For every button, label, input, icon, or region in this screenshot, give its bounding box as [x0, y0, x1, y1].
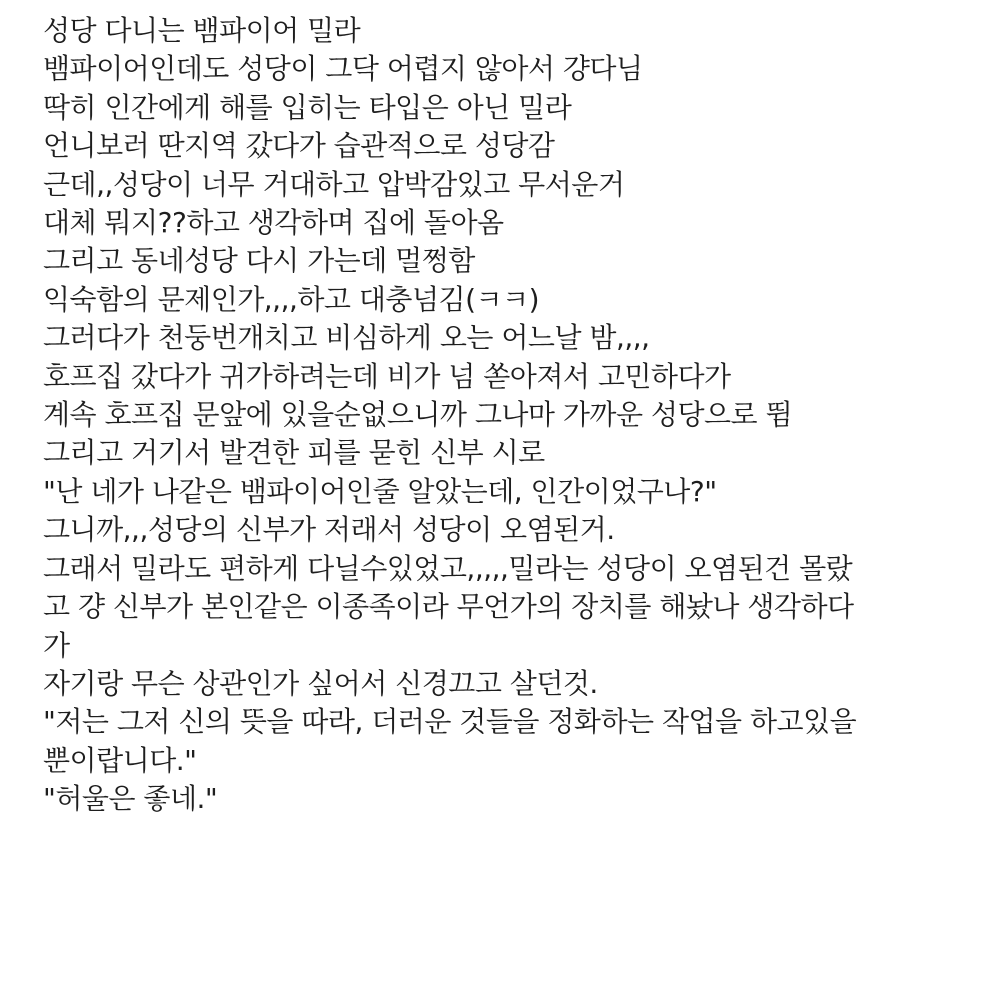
text-line: 그래서 밀라도 편하게 다닐수있었고,,,,,밀라는 성당이 오염된건 몰랐: [43, 551, 853, 585]
text-line: 고 걍 신부가 본인같은 이종족이라 무언가의 장치를 해놨나 생각하다: [43, 590, 854, 624]
text-line: "허울은 좋네.": [43, 782, 218, 816]
text-line: 성당 다니는 뱀파이어 밀라: [43, 14, 361, 47]
text-line: 익숙함의 문제인가,,,,하고 대충넘김(ㅋㅋ): [43, 282, 540, 316]
text-line: 가: [43, 628, 70, 662]
text-line: 호프집 갔다가 귀가하려는데 비가 넘 쏟아져서 고민하다가: [43, 359, 731, 393]
text-line: 그리고 거기서 발견한 피를 묻힌 신부 시로: [43, 436, 545, 470]
text-line: 근데,,성당이 너무 거대하고 압박감있고 무서운거: [43, 167, 625, 201]
text-line: 계속 호프집 문앞에 있을순없으니까 그나마 가까운 성당으로 뜀: [43, 398, 793, 432]
text-line: "저는 그저 신의 뜻을 따라, 더러운 것들을 정화하는 작업을 하고있을: [43, 705, 857, 739]
text-line: 뿐이랍니다.": [43, 743, 197, 777]
text-line: 그리고 동네성당 다시 가는데 멀쩡함: [43, 244, 475, 278]
text-line: 언니보러 딴지역 갔다가 습관적으로 성당감: [43, 129, 555, 163]
text-line: 뱀파이어인데도 성당이 그닥 어렵지 않아서 걍다님: [43, 52, 643, 86]
text-line: 그러다가 천둥번개치고 비심하게 오는 어느날 밤,,,,: [43, 321, 650, 355]
text-line: 대체 뭐지??하고 생각하며 집에 돌아옴: [43, 206, 504, 240]
text-line: 딱히 인간에게 해를 입히는 타입은 아닌 밀라: [43, 90, 572, 124]
text-line: "난 네가 나같은 뱀파이어인줄 알았는데, 인간이었구나?": [43, 474, 717, 508]
text-line: 그니까,,,성당의 신부가 저래서 성당이 오염된거.: [43, 513, 615, 547]
text-line: 자기랑 무슨 상관인가 싶어서 신경끄고 살던것.: [43, 666, 598, 700]
